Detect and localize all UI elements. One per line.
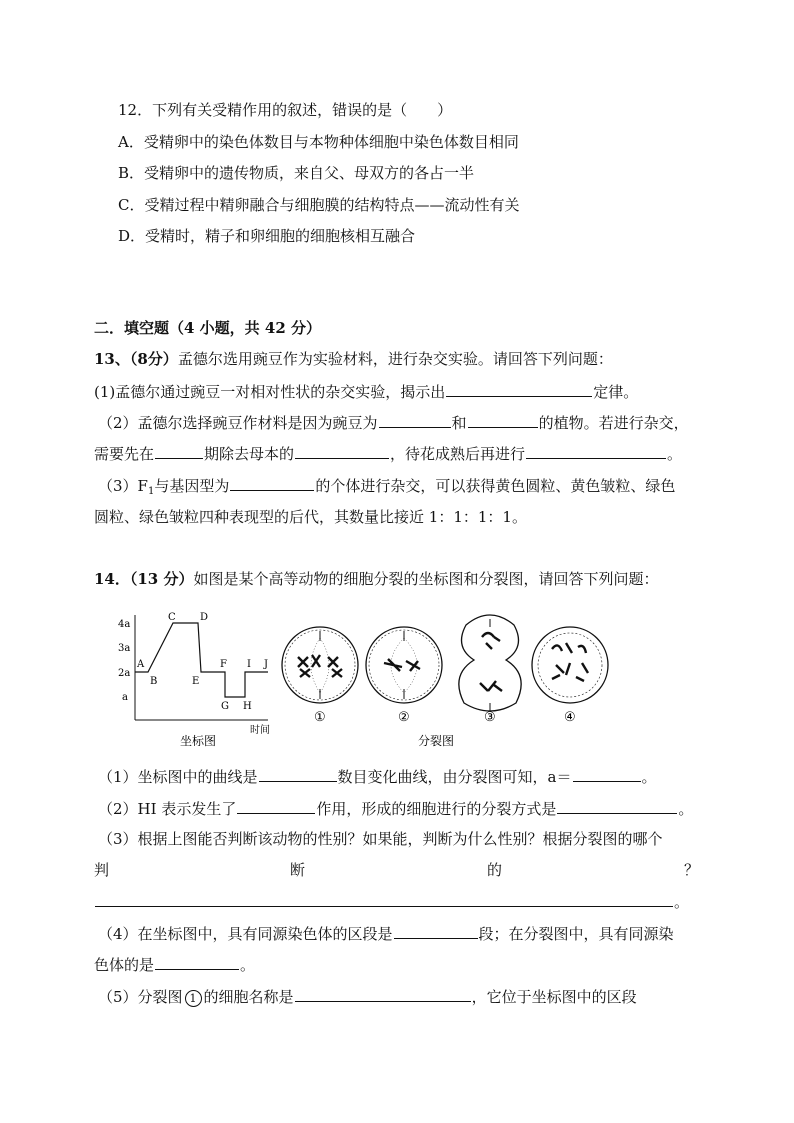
- q12-stem: 12．下列有关受精作用的叙述，错误的是（ ）: [118, 101, 453, 119]
- q14-blank-process[interactable]: [237, 797, 315, 814]
- q13-blank-pea-2[interactable]: [468, 411, 538, 428]
- q13-part1-text: (1)孟德尔通过豌豆一对相对性状的杂交实验，揭示出: [94, 383, 446, 401]
- q13-part3-cont: 圆粒、绿色皱粒四种表现型的后代，其数量比接近 1：1：1：1。: [94, 508, 527, 526]
- q13-part2-cont: [94, 442, 682, 465]
- circled-number-1: 1: [185, 990, 202, 1007]
- point-j: J: [264, 659, 269, 670]
- q14-part2: [98, 797, 693, 820]
- q13-part2-cont-mid: 期除去母本的: [204, 445, 295, 463]
- point-e: E: [192, 676, 200, 687]
- q12-option-d: D．受精时，精子和卵细胞的细胞核相互融合: [118, 227, 416, 245]
- cell-3: [459, 615, 521, 725]
- q13-part1-end: 定律。: [593, 383, 639, 401]
- y-tick-4a: 4a: [118, 619, 131, 630]
- q13-part2-cont-mid2: ，待花成熟后再进行: [390, 445, 526, 463]
- q14-part4-cont: [94, 953, 255, 976]
- cell-division-figure: [280, 605, 620, 750]
- y-tick-3a: 3a: [118, 643, 131, 654]
- q13-blank-pea-1[interactable]: [379, 411, 451, 428]
- cell-4: [532, 627, 608, 725]
- q13-blank-law[interactable]: [446, 380, 592, 397]
- q13-part3: [98, 474, 675, 503]
- q14-part5-mid: 的细胞名称是: [203, 988, 294, 1006]
- q13-number: 13、（8分）: [94, 350, 178, 368]
- q13-part2-end: 的植物。若进行杂交，: [538, 414, 689, 432]
- point-c: C: [168, 612, 176, 623]
- q13-part3-text: （3）F: [98, 477, 148, 495]
- q14-part2-mid: 作用，形成的细胞进行的分裂方式是: [316, 800, 557, 818]
- q13-part2: [98, 411, 689, 434]
- q13-blank-remove[interactable]: [295, 442, 389, 459]
- q13-part2-and: 和: [451, 414, 467, 432]
- q14-part3-word-3: 的: [487, 861, 503, 879]
- q13-part2-cont-text: 需要先在: [94, 445, 155, 463]
- point-f: F: [220, 659, 227, 670]
- q12-option-c: C．受精过程中精卵融合与细胞膜的结构特点——流动性有关: [118, 196, 520, 214]
- q14-part3-word-2: 断: [290, 861, 306, 879]
- q13-blank-period[interactable]: [155, 442, 203, 459]
- q14-part1-end: 。: [641, 768, 657, 786]
- cell-1-label: ①: [314, 710, 326, 725]
- cell-1: [282, 627, 358, 725]
- q14-part3-word-4: ？: [684, 861, 700, 879]
- point-a: A: [137, 659, 145, 670]
- q13-part2-text: （2）孟德尔选择豌豆作材料是因为豌豆为: [98, 414, 378, 432]
- q14-number: 14．（13 分）: [94, 570, 194, 588]
- q13-part3-mid: 与基因型为: [154, 477, 230, 495]
- q14-part2-end: 。: [678, 800, 694, 818]
- q14-blank-sex-judgment[interactable]: [95, 890, 673, 907]
- cell-2: [366, 627, 442, 725]
- q13-part3-end: 的个体进行杂交，可以获得黄色圆粒、黄色皱粒、绿色: [315, 477, 676, 495]
- cell-4-label: ④: [564, 710, 576, 725]
- q12-option-a: A．受精卵中的染色体数目与本物种体细胞中染色体数目相同: [118, 133, 519, 151]
- q13-part2-cont-end: 。: [667, 445, 683, 463]
- cell-2-label: ②: [398, 710, 410, 725]
- q14-part1: [98, 765, 657, 788]
- q14-part1-mid: 数目变化曲线，由分裂图可知，a＝: [337, 768, 572, 786]
- q14-part5-text: （5）分裂图: [98, 988, 183, 1006]
- q14-part5: [98, 985, 637, 1008]
- section-title: 二．填空题（4 小题，共 42 分）: [94, 319, 321, 337]
- point-h: H: [243, 701, 252, 712]
- q14-part4-cont-text: 色体的是: [94, 956, 155, 974]
- q14-blank-curve[interactable]: [259, 765, 337, 782]
- q14-part4-text: （4）在坐标图中，具有同源染色体的区段是: [98, 925, 393, 943]
- q14-intro: 如图是某个高等动物的细胞分裂的坐标图和分裂图，请回答下列问题：: [193, 570, 659, 588]
- q12-option-b: B．受精卵中的遗传物质，来自父、母双方的各占一半: [118, 164, 475, 182]
- q13-intro: 孟德尔选用豌豆作为实验材料，进行杂交实验。请回答下列问题：: [177, 350, 613, 368]
- point-g: G: [221, 701, 229, 712]
- q14-part3-word-1: 判: [94, 861, 110, 879]
- q14-blank-a-value[interactable]: [573, 765, 641, 782]
- q13-blank-operation[interactable]: [526, 442, 666, 459]
- q14-part5-end: ，它位于坐标图中的区段: [471, 988, 637, 1006]
- point-b: B: [150, 676, 158, 687]
- q13-header: [94, 348, 613, 370]
- q13-part1: [94, 380, 638, 403]
- q14-part4-mid: 段；在分裂图中，具有同源染: [478, 925, 674, 943]
- x-axis-label: 时间: [250, 725, 270, 736]
- q14-part1-text: （1）坐标图中的曲线是: [98, 768, 258, 786]
- graph-caption: 坐标图: [180, 734, 217, 748]
- y-tick-a: a: [122, 692, 128, 703]
- point-d: D: [200, 612, 209, 623]
- q13-blank-genotype[interactable]: [230, 474, 314, 491]
- q14-blank-cell-name[interactable]: [295, 985, 471, 1002]
- q14-part2-text: （2）HI 表示发生了: [98, 800, 237, 818]
- cell-figure-caption: 分裂图: [418, 734, 455, 748]
- q14-part3-end: 。: [674, 893, 690, 911]
- q14-blank-division-mode[interactable]: [557, 797, 677, 814]
- point-i: I: [247, 659, 251, 670]
- cell-3-label: ③: [484, 710, 496, 725]
- coordinate-graph: [108, 605, 278, 750]
- q14-part3: （3）根据上图能否判断该动物的性别？如果能，判断为什么性别？根据分裂图的哪个: [98, 830, 663, 848]
- q13-subscript: 1: [147, 486, 155, 497]
- y-tick-2a: 2a: [118, 668, 131, 679]
- q14-part3-answer-line: [94, 890, 689, 913]
- q14-blank-homologous-segment[interactable]: [394, 922, 478, 939]
- q14-header: [94, 568, 659, 590]
- q14-part4-end: 。: [240, 956, 256, 974]
- q14-part4: [98, 922, 674, 945]
- q14-blank-homologous-cells[interactable]: [155, 953, 239, 970]
